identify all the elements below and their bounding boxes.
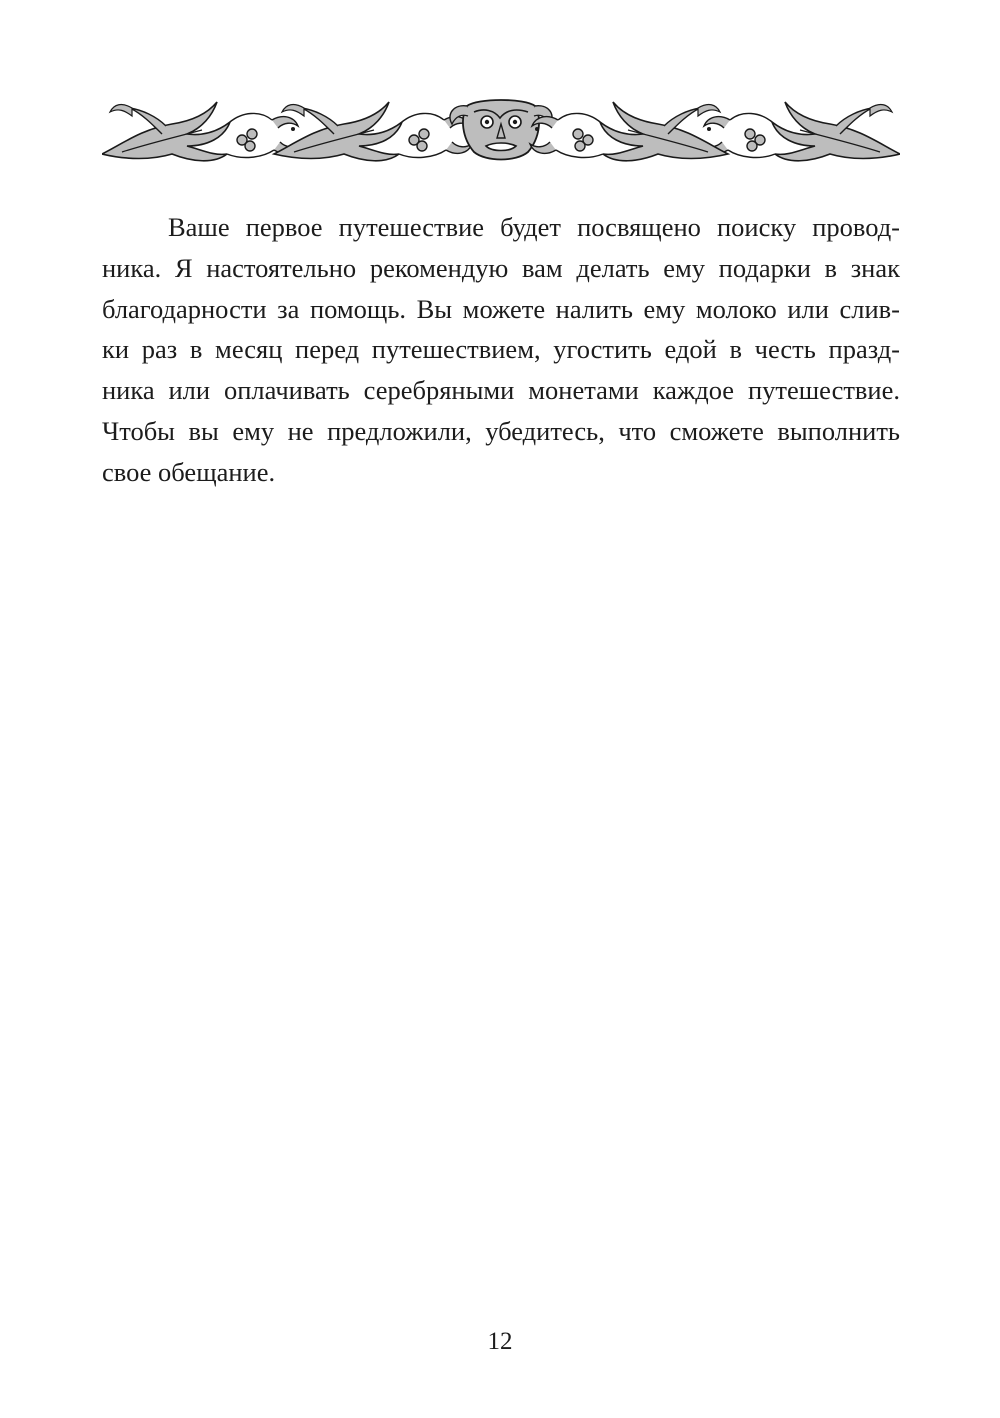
- text-line: Ваше первое путешествие будет посвящено поиску провод-: [168, 212, 900, 242]
- body-text: [102, 207, 900, 493]
- text-line: ки раз в месяц перед путешествием, угостить едой в честь празд-: [102, 334, 900, 365]
- ornament-svg: [102, 94, 900, 166]
- text-line: свое обещание.: [102, 456, 276, 487]
- text-line: ника. Я настоятельно рекомендую вам делать ему подарки в знак: [102, 252, 900, 283]
- text-line: ника или оплачивать серебряными монетами каждое путешествие.: [102, 375, 900, 406]
- paragraph: [102, 207, 900, 493]
- page-number: 12: [487, 1328, 513, 1355]
- text-line: Чтобы вы ему не предложили, убедитесь, что сможете выполнить: [102, 415, 900, 446]
- floral-ornament-border-icon: [102, 94, 900, 166]
- text-line: благодарности за помощь. Вы можете налить ему молоко или слив-: [102, 293, 900, 324]
